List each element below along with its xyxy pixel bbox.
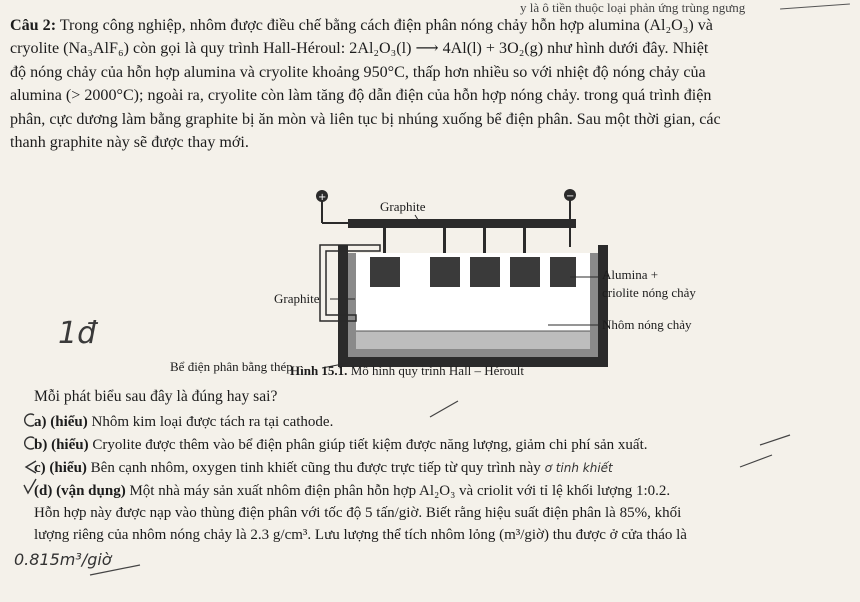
anode-block-4 xyxy=(510,257,540,287)
statement-c-text: Bên cạnh nhôm, oxygen tinh khiết cũng thu được trực tiếp từ quy trình này xyxy=(86,460,541,476)
label-nhom: Nhôm nóng chảy xyxy=(602,317,692,332)
anode-block-5 xyxy=(550,257,576,287)
mark-a xyxy=(25,414,34,426)
statement-c-tag: c) (hiểu) xyxy=(34,460,87,476)
question-line-3: độ nóng chảy của hỗn hợp alumina và cryolite khoảng 950°C, thấp hơn nhiều so với nhiệt độ nóng chảy của xyxy=(10,63,706,81)
statement-d-line-2: Hỗn hợp này được nạp vào thùng điện phân với tốc độ 5 tấn/giờ. Biết rằng hiệu suất điện phân là 85%, khối xyxy=(34,505,682,521)
anode-busbar xyxy=(348,219,576,228)
caption-label: Hình 15.1. xyxy=(290,363,348,378)
label-criolite: criolite nóng chảy xyxy=(602,285,696,300)
statement-d-text: Một nhà máy sản xuất nhôm điện phân hỗn hợp Al₂O₃ và criolit với tỉ lệ khối lượng 1:0.2. xyxy=(125,483,671,499)
positive-sign: + xyxy=(318,192,327,203)
statement-b-text: Cryolite được thêm vào bể điện phân giúp tiết kiệm được năng lượng, giảm chi phí sản xuất. xyxy=(88,437,648,453)
label-graphite-top: Graphite xyxy=(380,199,426,214)
label-alumina: Alumina + xyxy=(602,267,659,282)
question-line-6: thanh graphite này sẽ được thay mới. xyxy=(10,134,249,152)
question-paragraph xyxy=(10,14,852,154)
hall-heroult-diagram xyxy=(170,172,750,392)
statement-c-handnote: ơ tinh khiết xyxy=(544,461,613,475)
handwritten-score: 1đ xyxy=(58,316,97,351)
anode-block-2 xyxy=(430,257,460,287)
header-fragment: y là ô tiền thuộc loại phản ứng trùng ngưng xyxy=(520,0,746,15)
question-line-5: phân, cực dương làm bằng graphite bị ăn mòn và liên tục bị nhúng xuống bể điện phân. Sau một thời gian, các xyxy=(10,110,721,128)
label-graphite-left: Graphite xyxy=(274,291,320,306)
question-text: Trong công nghiệp, nhôm được điều chế bằng cách điện phân nóng chảy hỗn hợp alumina (Al₂O₃) và xyxy=(56,17,713,34)
question-line-1 xyxy=(10,14,852,37)
answer-marks xyxy=(20,405,40,565)
mark-b xyxy=(25,437,34,449)
question-label: Câu 2: xyxy=(10,17,57,34)
stroke-b xyxy=(760,435,790,445)
stroke-a xyxy=(430,401,458,417)
mark-c xyxy=(26,461,36,473)
molten-aluminum xyxy=(356,331,590,349)
question-line-2: cryolite (Na₃AlF₆) còn gọi là quy trình Hall-Héroul: 2Al₂O₃(l) ⟶ 4Al(l) + 3O₂(g) như hình dưới đây. Nhiệt xyxy=(10,40,709,58)
handwritten-answer: 0.815m³/giờ xyxy=(14,550,112,569)
anode-block-3 xyxy=(470,257,500,287)
caption-text: Mô hình quy trình Hall – Héroult xyxy=(347,363,525,378)
figure-caption xyxy=(290,363,524,379)
negative-sign: − xyxy=(566,191,575,202)
label-tank: Bể điện phân bằng thép xyxy=(170,359,293,374)
header-underline xyxy=(780,4,850,10)
stroke-c xyxy=(740,455,772,467)
statement-d-line-3: lượng riêng của nhôm nóng chảy là 2.3 g/cm³. Lưu lượng thể tích nhôm lỏng (m³/giờ) thu được ở cửa tháo là xyxy=(34,527,687,543)
statement-a-text: Nhôm kim loại được tách ra tại cathode. xyxy=(87,414,334,430)
statement-a-tag: a) (hiểu) xyxy=(34,414,88,430)
statement-d-tag: (d) (vận dụng) xyxy=(34,483,126,499)
question-line-4: alumina (> 2000°C); ngoài ra, cryolite còn làm tăng độ dẫn điện của hỗn hợp nóng chảy. trong quá trình điện xyxy=(10,87,712,105)
handwritten-strokes xyxy=(430,395,860,595)
statement-a xyxy=(34,412,333,432)
anode-block-1 xyxy=(370,257,400,287)
statements-lead: Mỗi phát biểu sau đây là đúng hay sai? xyxy=(34,388,278,405)
mark-d xyxy=(24,479,36,493)
statement-b-tag: b) (hiểu) xyxy=(34,437,89,453)
